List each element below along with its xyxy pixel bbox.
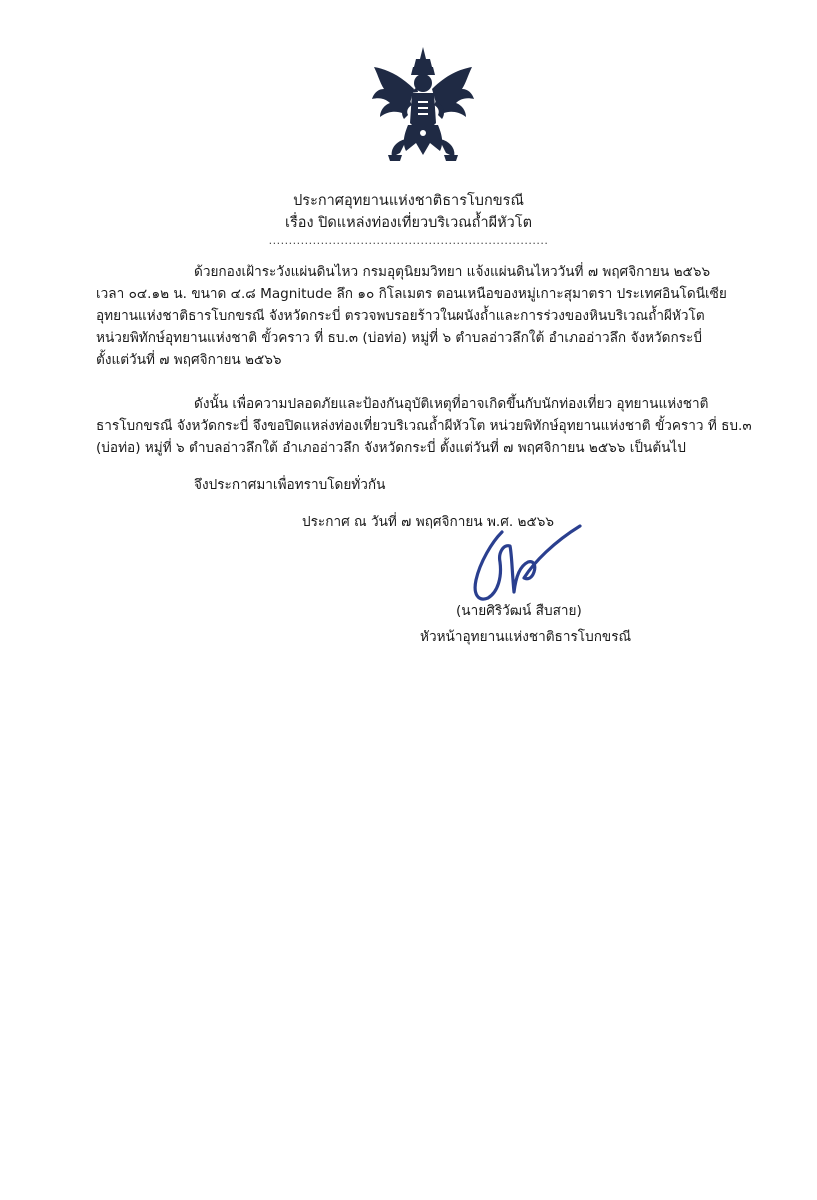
paragraph-line: ด้วยกองเฝ้าระวังแผ่นดินไหว กรมอุตุนิยมวิทยา แจ้งแผ่นดินไหววันที่ ๗ พฤศจิกายน ๒๕๖๖ — [194, 264, 711, 280]
separator-dots: ...................................................................... — [268, 234, 549, 247]
paragraph-earthquake-notice — [96, 261, 736, 371]
paragraph-line: ธารโบกขรณี จังหวัดกระบี่ จึงขอปิดแหล่งท่องเที่ยวบริเวณถ้ำผีหัวโต หน่วยพิทักษ์อุทยานแห่งชาติ ขั้วคราว ที่ ธบ.๓ — [96, 418, 752, 434]
paragraph-line: เวลา ๐๔.๑๒ น. ขนาด ๔.๘ Magnitude ลึก ๑๐ กิโลเมตร ตอนเหนือของหมู่เกาะสุมาตรา ประเทศอินโดนีเซีย — [96, 286, 727, 302]
announcement-date: ประกาศ ณ วันที่ ๗ พฤศจิกายน พ.ศ. ๒๕๖๖ — [302, 514, 555, 530]
paragraph-line: หน่วยพิทักษ์อุทยานแห่งชาติ ขั้วคราว ที่ ธบ.๓ (บ่อท่อ) หมู่ที่ ๖ ตำบลอ่าวลึกใต้ อำเภออ่าวลึก จังหวัดกระบี่ — [96, 330, 702, 346]
paragraph-closure-notice — [96, 393, 752, 459]
signer-position: หัวหน้าอุทยานแห่งชาติธารโบกขรณี — [420, 629, 632, 645]
paragraph-line: (บ่อท่อ) หมู่ที่ ๖ ตำบลอ่าวลึกใต้ อำเภออ่าวลึก จังหวัดกระบี่ ตั้งแต่วันที่ ๗ พฤศจิกายน ๒๕๖๖ เป็นต้นไป — [96, 440, 686, 456]
paragraph-line: ตั้งแต่วันที่ ๗ พฤศจิกายน ๒๕๖๖ — [96, 352, 282, 368]
announcement-subject: เรื่อง ปิดแหล่งท่องเที่ยวบริเวณถ้ำผีหัวโต — [285, 215, 532, 231]
paragraph-line: ดังนั้น เพื่อความปลอดภัยและป้องกันอุบัติเหตุที่อาจเกิดขึ้นกับนักท่องเที่ยว อุทยานแห่งชาติ — [194, 396, 709, 412]
announcement-title: ประกาศอุทยานแห่งชาติธารโบกขรณี — [293, 193, 524, 209]
paragraph-line: อุทยานแห่งชาติธารโบกขรณี จังหวัดกระบี่ ตรวจพบรอยร้าวในผนังถ้ำและการร่วงของหินบริเวณถ้ำผีหัวโต — [96, 308, 705, 324]
paragraph-closing — [96, 474, 736, 496]
signer-name: (นายศิริวัฒน์ สืบสาย) — [456, 603, 582, 619]
garuda-emblem-icon — [368, 45, 478, 163]
paragraph-line: จึงประกาศมาเพื่อทราบโดยทั่วกัน — [194, 477, 386, 493]
handwritten-signature — [462, 522, 587, 612]
